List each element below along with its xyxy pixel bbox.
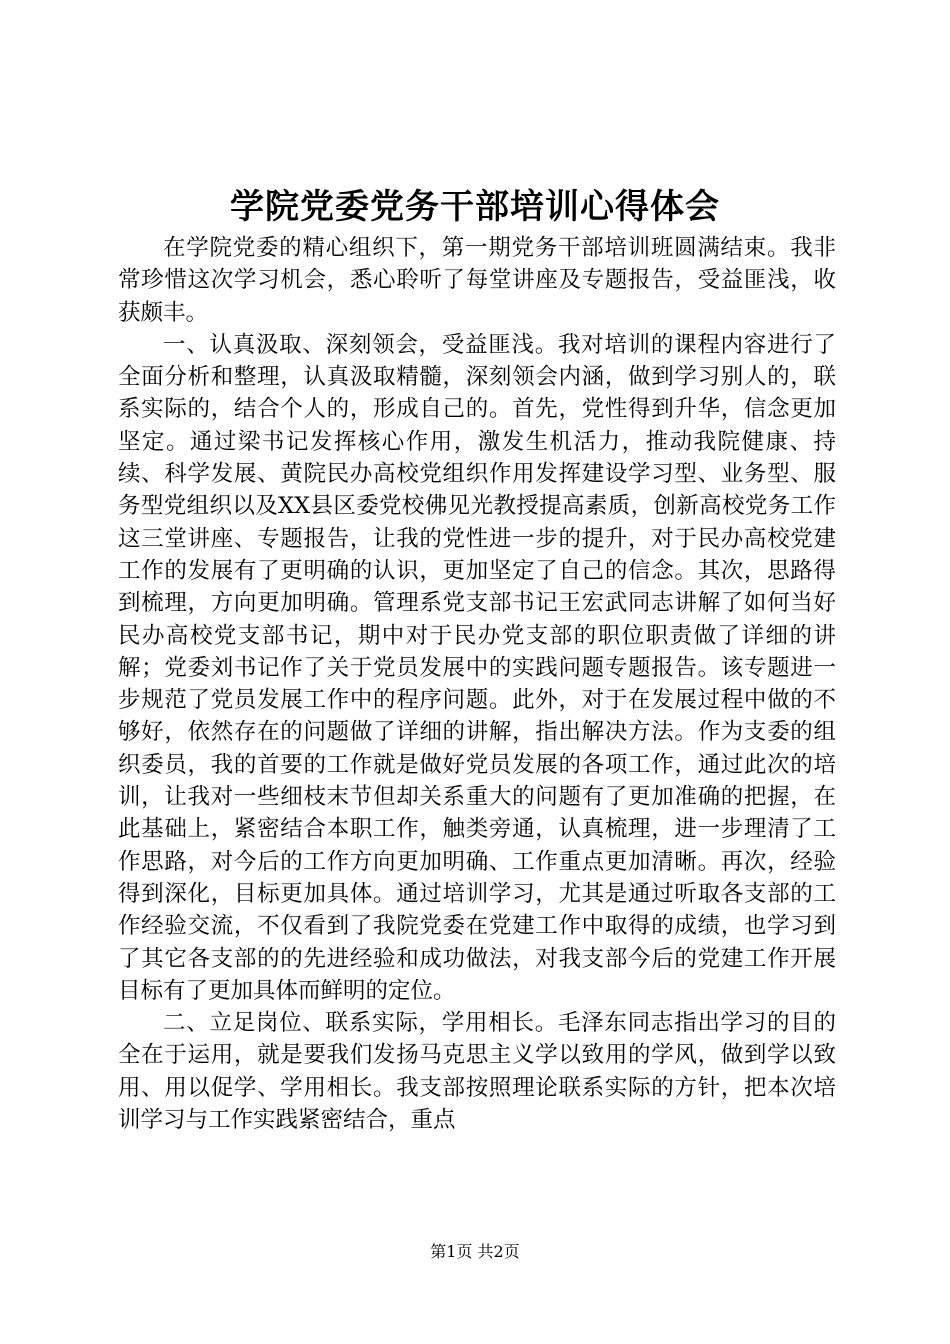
paragraph-section-two: 二、立足岗位、联系实际，学用相长。毛泽东同志指出学习的目的全在于运用，就是要我们发扬马克思主义学以致用的学风，做到学以致用、用以促学、学用相长。我支部按照理论联系实际的方针，把本次培训学习与工作实践紧密结合，重点 — [118, 1010, 836, 1134]
paragraph-section-one: 一、认真汲取、深刻领会，受益匪浅。我对培训的课程内容进行了全面分析和整理，认真汲取精髓，深刻领会内涵，做到学习别人的，联系实际的，结合个人的，形成自己的。首先，党性得到升华，信念更加坚定。通过梁书记发挥核心作用，激发生机活力，推动我院健康、持续、科学发展、黄院民办高校党组织作用发挥建设学习型、业务型、服务型党组织以及XX县区委党校佛见光教授提高素质，创新高校党务工作这三堂讲座、专题报告，让我的党性进一步的提升，对于民办高校党建工作的发展有了更明确的认识，更加坚定了自己的信念。其次，思路得到梳理，方向更加明确。管理系党支部书记王宏武同志讲解了如何当好民办高校党支部书记，期中对于民办党支部的职位职责做了详细的讲解；党委刘书记作了关于党员发展中的实践问题专题报告。该专题进一步规范了党员发展工作中的程序问题。此外，对于在发展过程中做的不够好，依然存在的问题做了详细的讲解，指出解决方法。作为支委的组织委员，我的首要的工作就是做好党员发展的各项工作，通过此次的培训，让我对一些细枝末节但却关系重大的问题有了更加准确的把握，在此基础上，紧密结合本职工作，触类旁通，认真梳理，进一步理清了工作思路，对今后的工作方向更加明确、工作重点更加清晰。再次，经验得到深化，目标更加具体。通过培训学习，尤其是通过听取各支部的工作经验交流，不仅看到了我院党委在党建工作中取得的成绩，也学习到了其它各支部的的先进经验和成功做法，对我支部今后的党建工作开展目标有了更加具体而鲜明的定位。 — [118, 331, 836, 1004]
page-number-footer: 第1页 共2页 — [430, 1242, 520, 1261]
document-body — [118, 232, 836, 1136]
document-title: 学院党委党务干部培训心得体会 — [230, 187, 720, 227]
paragraph-intro: 在学院党委的精心组织下，第一期党务干部培训班圆满结束。我非常珍惜这次学习机会，悉心聆听了每堂讲座及专题报告，受益匪浅，收获颇丰。 — [118, 235, 836, 326]
